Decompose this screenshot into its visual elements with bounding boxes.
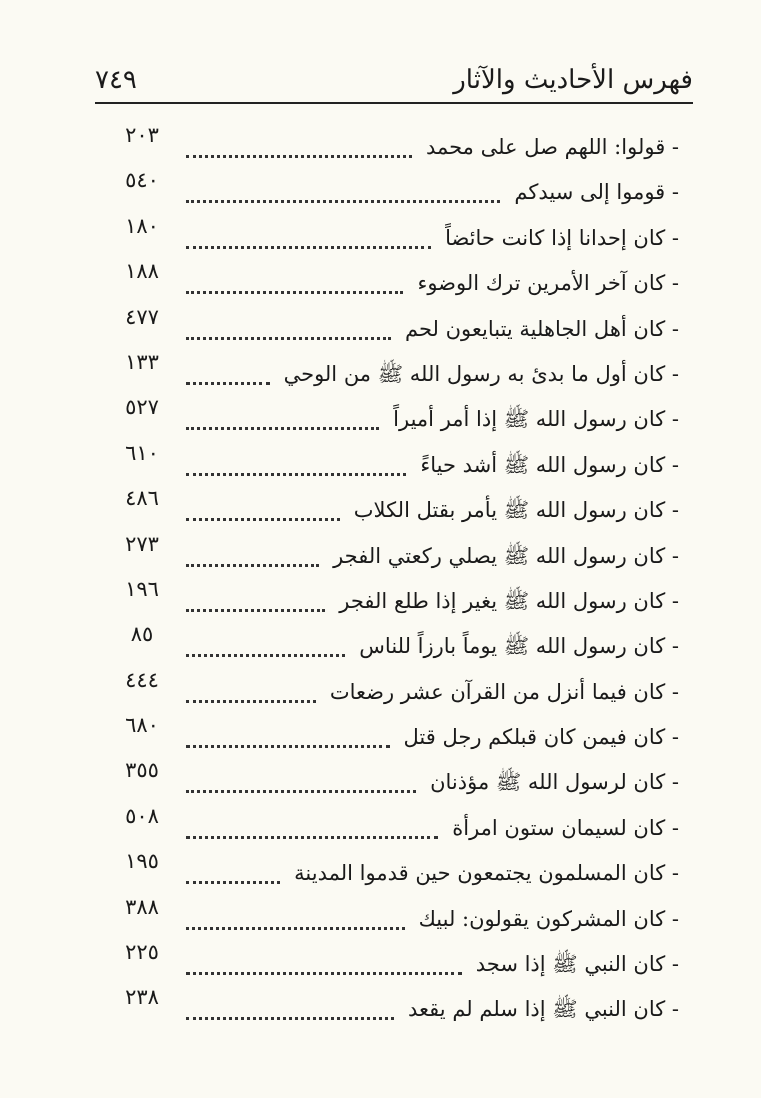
- dot-leader: [186, 946, 462, 975]
- dot-leader: [186, 764, 416, 793]
- dot-leader: [186, 492, 340, 521]
- dot-leader: [186, 991, 394, 1020]
- dot-leader: [186, 220, 431, 249]
- entry-page-number: ٣٥٥: [125, 758, 159, 783]
- dot-leader: [186, 583, 325, 612]
- index-entry: [0, 985, 761, 1033]
- page-header: [95, 60, 693, 104]
- entry-text: - كان النبي ﷺ إذا سجد: [475, 952, 679, 977]
- entry-page-number: ١٩٥: [125, 849, 159, 874]
- entry-text: - كان رسول الله ﷺ يأمر بقتل الكلاب: [353, 498, 679, 523]
- entry-text: - كان لرسول الله ﷺ مؤذنان: [430, 770, 679, 795]
- entry-text: - كان رسول الله ﷺ يصلي ركعتي الفجر: [333, 543, 679, 568]
- dot-leader: [186, 674, 316, 703]
- entry-text: - كان رسول الله ﷺ أشد حياءً: [420, 452, 679, 477]
- dot-leader: [186, 174, 500, 203]
- dot-leader: [186, 901, 405, 930]
- entry-text: - كان فيما أنزل من القرآن عشر رضعات: [329, 679, 679, 704]
- entry-text: - كان أهل الجاهلية يتبايعون لحم: [404, 316, 679, 341]
- entry-text: - كان رسول الله ﷺ يغير إذا طلع الفجر: [339, 588, 679, 613]
- dot-leader: [186, 628, 345, 657]
- entry-text: - كان إحدانا إذا كانت حائضاً: [445, 225, 679, 250]
- entry-text: - كان المشركون يقولون: لبيك: [418, 906, 679, 931]
- dot-leader: [186, 810, 438, 839]
- entry-text: - كان فيمن كان قبلكم رجل قتل: [403, 725, 679, 750]
- dot-leader: [186, 538, 319, 567]
- entry-text: - كان رسول الله ﷺ يوماً بارزاً للناس: [359, 634, 679, 659]
- dot-leader: [186, 356, 270, 385]
- entry-page-number: ١٩٦: [125, 576, 159, 601]
- entry-text: - كان لسيمان ستون امرأة: [452, 815, 679, 840]
- entry-text: - كان النبي ﷺ إذا سلم لم يقعد: [408, 997, 679, 1022]
- entry-page-number: ٦١٠: [125, 440, 159, 465]
- entry-page-number: ٤٤٤: [125, 667, 159, 692]
- entry-page-number: ٤٨٦: [125, 486, 159, 511]
- entry-page-number: ٦٨٠: [125, 713, 159, 738]
- dot-leader: [186, 129, 412, 158]
- dot-leader: [186, 401, 379, 430]
- page-title: فهرس الأحاديث والآثار: [453, 65, 693, 95]
- entry-page-number: ٥٠٨: [125, 803, 159, 828]
- dot-leader: [186, 265, 403, 294]
- entry-page-number: ٤٧٧: [125, 304, 159, 329]
- entry-page-number: ٢٠٣: [125, 123, 159, 147]
- entry-page-number: ٥٢٧: [125, 395, 159, 420]
- entry-text: - كان آخر الأمرين ترك الوضوء: [417, 271, 679, 296]
- entry-text: - قوموا إلى سيدكم: [514, 180, 679, 205]
- entry-text: - كان أول ما بدئ به رسول الله ﷺ من الوحي: [283, 361, 679, 386]
- dot-leader: [186, 719, 390, 748]
- dot-leader: [186, 855, 280, 884]
- entry-page-number: ٢٧٣: [125, 531, 159, 556]
- dot-leader: [186, 311, 391, 340]
- index-list: [0, 123, 761, 1034]
- dot-leader: [186, 447, 406, 476]
- entry-page-number: ١٣٣: [125, 349, 159, 374]
- entry-page-number: ٢٢٥: [125, 940, 159, 965]
- entry-page-number: ٢٣٨: [125, 985, 159, 1010]
- entry-page-number: ٥٤٠: [125, 168, 159, 193]
- entry-page-number: ١٨٨: [125, 259, 159, 284]
- entry-text: - قولوا: اللهم صل على محمد: [425, 135, 679, 159]
- entry-page-number: ٨٥: [130, 622, 154, 647]
- page-number: ٧٤٩: [95, 65, 137, 95]
- entry-text: - كان رسول الله ﷺ إذا أمر أميراً: [393, 407, 679, 432]
- entry-page-number: ٣٨٨: [125, 894, 159, 919]
- entry-page-number: ١٨٠: [125, 213, 159, 238]
- entry-text: - كان المسلمون يجتمعون حين قدموا المدينة: [294, 861, 679, 886]
